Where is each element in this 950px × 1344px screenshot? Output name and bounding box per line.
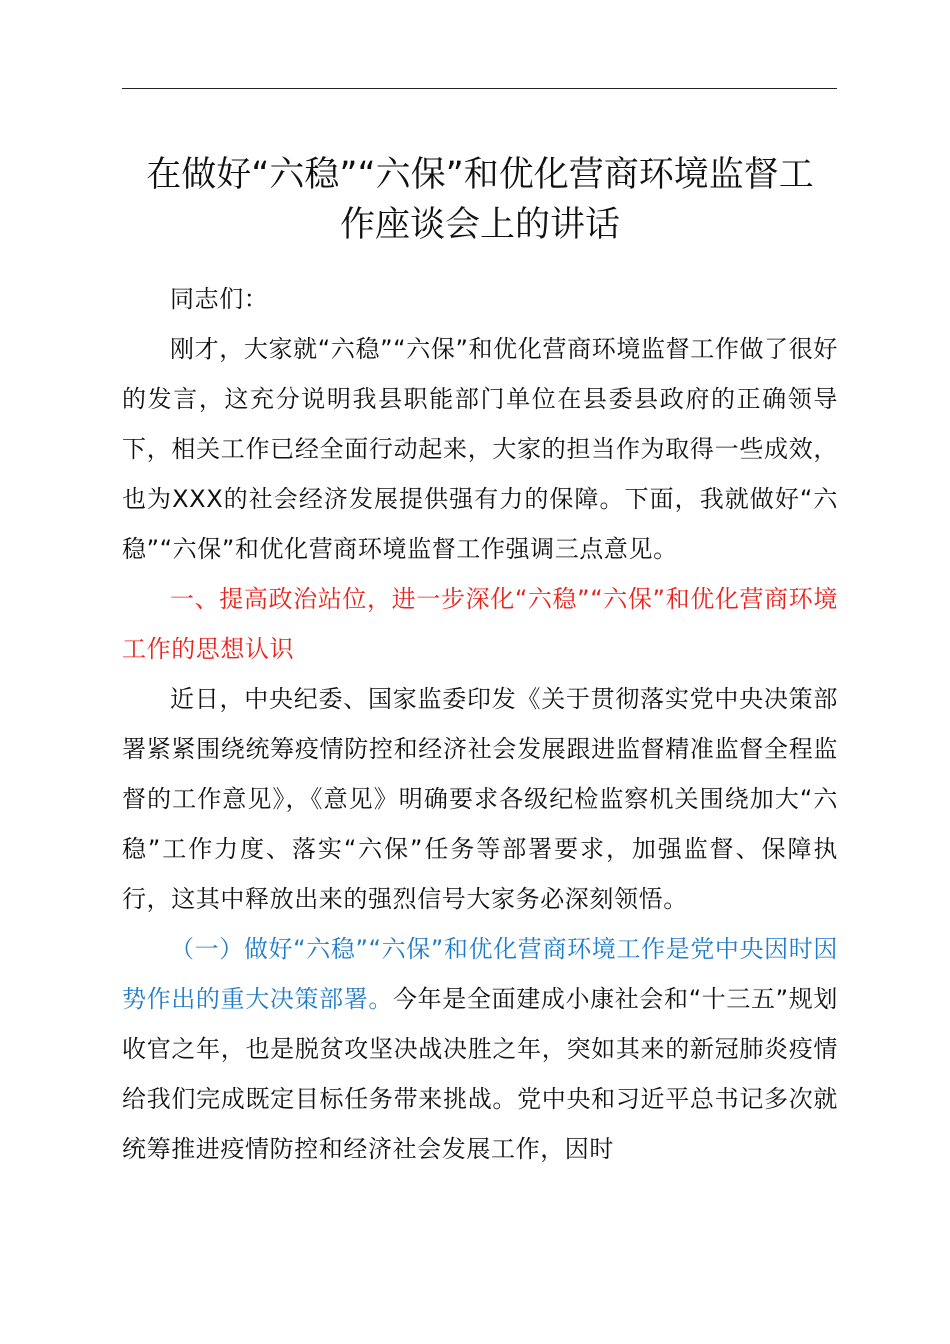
title-line-1: 在做好“六稳”“六保”和优化营商环境监督工 [146, 155, 814, 195]
page-title [110, 150, 850, 250]
paragraph-section-1: 近日，中央纪委、国家监委印发《关于贯彻落实党中央决策部署紧紧围绕统筹疫情防控和经济社会发展跟进监督精准监督全程监督的工作意见》，《意见》明确要求各级纪检监察机关围绕加大“六稳”工作力度、落实“六保”任务等部署要求，加强监督、保障执行，这其中释放出来的强烈信号大家务必深刻领悟。 [122, 685, 838, 913]
salutation: 同志们： [170, 285, 269, 313]
subsection-1-text: 今年是全面建成小康社会和“十三五”规划收官之年，也是脱贫攻坚决战决胜之年，突如其来的新冠肺炎疫情给我们完成既定目标任务带来挑战。党中央和习近平总书记多次就统筹推进疫情防控和经济社会发展工作，因时 [122, 985, 838, 1163]
header-rule [122, 88, 837, 89]
title-line-2: 作座谈会上的讲话 [339, 205, 620, 245]
paragraph-intro: 刚才，大家就“六稳”“六保”和优化营商环境监督工作做了很好的发言，这充分说明我县职能部门单位在县委县政府的正确领导下，相关工作已经全面行动起来，大家的担当作为取得一些成效，也为XXX的社会经济发展提供强有力的保障。下面，我就做好“六稳”“六保”和优化营商环境监督工作强调三点意见。 [122, 335, 838, 563]
section-heading-1: 一、提高政治站位，进一步深化“六稳”“六保”和优化营商环境工作的思想认识 [122, 585, 838, 663]
document-body [122, 274, 838, 1174]
subsection-heading-1: （一）做好“六稳”“六保”和优化营商环境工作是党中央因时因势作出的重大决策部署。 [122, 935, 838, 1013]
paragraph-subsection-1 [122, 924, 838, 1174]
